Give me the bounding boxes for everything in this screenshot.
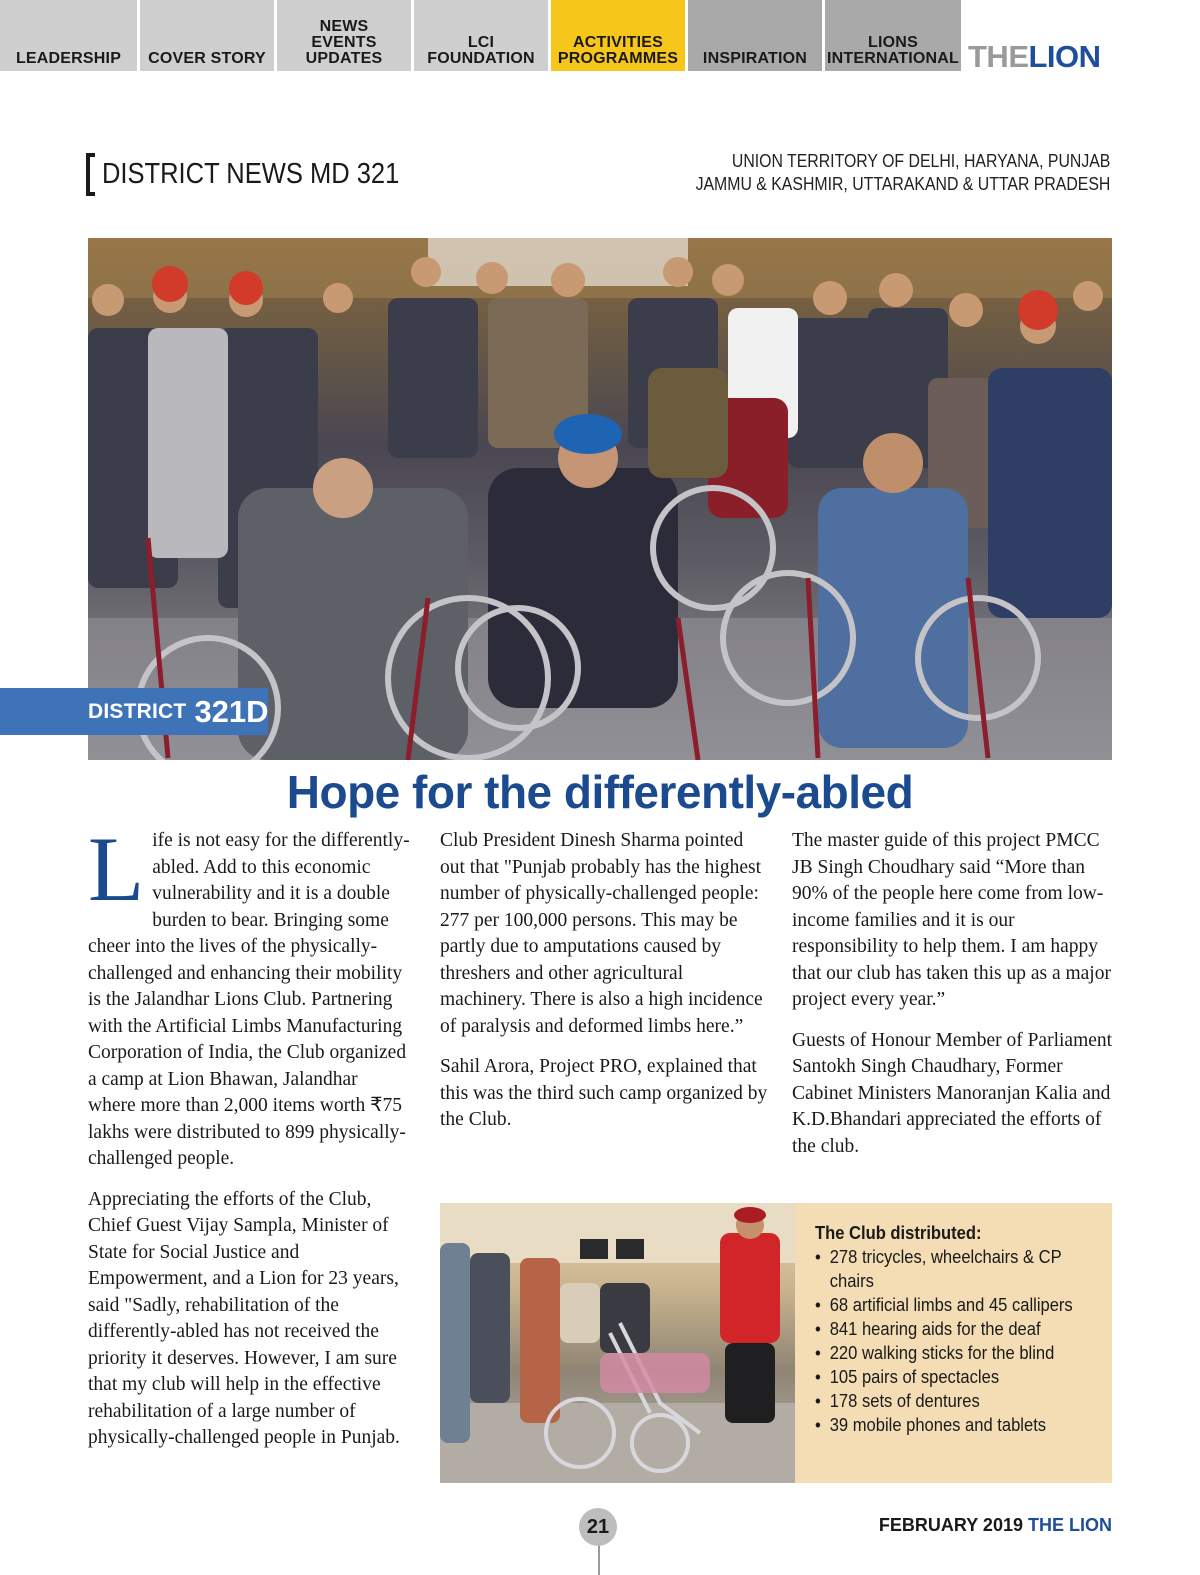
footer-issue [879, 1514, 1112, 1536]
tab-label: LIONS INTERNATIONAL [826, 34, 960, 67]
page-number: 21 [579, 1508, 617, 1546]
hero-photo [88, 238, 1112, 760]
tab-label: NEWS EVENTS UPDATES [305, 18, 383, 67]
camp-photo [440, 1203, 795, 1483]
district-number: 321D [194, 693, 269, 729]
list-item: • 841 hearing aids for the deaf [815, 1317, 1098, 1341]
tab-leadership[interactable] [0, 0, 137, 71]
col3-paragraph-1: The master guide of this project PMCC JB Singh Choudhary said “More than 90% of the people here come from low-income families and it is our responsibility to help them. I am happy that our club has taken this up as a major project every year.” [792, 830, 1111, 1010]
tab-inspiration[interactable] [688, 0, 822, 71]
district-badge [0, 688, 268, 735]
list-item: • 105 pairs of spectacles [815, 1365, 1098, 1389]
tab-cover-story[interactable] [140, 0, 274, 71]
list-item: • 68 artificial limbs and 45 callipers [815, 1293, 1098, 1317]
article-column-1 [88, 818, 410, 1466]
tab-lci-foundation[interactable] [414, 0, 548, 71]
tab-label: COVER STORY [148, 50, 266, 67]
list-item: • 278 tricycles, wheelchairs & CP chairs [815, 1245, 1098, 1293]
col1-paragraph-1-text: ife is not easy for the differently-abled. Add to this economic vulnerability and it is a double burden to bear. Bringing some cheer into the lives of the physically-challenged and enhancing their mobility is the Jalandhar Lions Club. Partnering with the Artificial Limbs Manufacturing Corporation of India, the Club organized a camp at Lion Bhawan, Jalandhar where more than 2,000 items worth ₹75 lakhs were distributed to 899 physically-challenged people. [88, 830, 410, 1169]
tab-lions-international[interactable] [825, 0, 961, 71]
region-line-2: JAMMU & KASHMIR, UTTARAKAND & UTTAR PRADESH [695, 174, 1110, 194]
top-navigation [0, 0, 965, 71]
logo-the: THE [968, 39, 1029, 74]
footer-brand: THE LION [1028, 1515, 1112, 1535]
tab-label: INSPIRATION [702, 50, 808, 67]
tab-label: LCI FOUNDATION [427, 34, 535, 67]
section-title: DISTRICT NEWS MD 321 [102, 158, 400, 190]
camp-photo-illustration [440, 1203, 795, 1483]
tab-label: LEADERSHIP [15, 50, 122, 67]
article-headline: Hope for the differently-abled [286, 766, 914, 818]
district-label: DISTRICT [88, 699, 187, 723]
drop-cap: L [88, 818, 145, 920]
tab-activities-programmes[interactable] [551, 0, 685, 71]
region-line-1: UNION TERRITORY OF DELHI, HARYANA, PUNJAB [731, 151, 1110, 171]
section-bracket [86, 153, 95, 196]
list-item: • 39 mobile phones and tablets [815, 1413, 1098, 1437]
magazine-logo [968, 40, 1101, 74]
hero-photo-illustration [88, 238, 1112, 760]
col1-paragraph-1 [88, 818, 410, 1173]
article-column-3 [792, 828, 1114, 1174]
distributed-list [815, 1245, 1098, 1437]
distributed-title: The Club distributed: [815, 1223, 982, 1243]
col3-paragraph-2: Guests of Honour Member of Parliament Santokh Singh Chaudhary, Former Cabinet Ministers Manoranjan Kalia and K.D.Bhandari appreciated the efforts of the club. [792, 1029, 1113, 1157]
col2-paragraph-2: Sahil Arora, Project PRO, explained that this was the third such camp organized by the Club. [440, 1056, 768, 1130]
col1-paragraph-2: Appreciating the efforts of the Club, Chief Guest Vijay Sampla, Minister of State for Social Justice and Empowerment, and a Lion for 23 years, said "Sadly, rehabilitation of the differently-abled has not received the priority it deserves. However, I am sure that my club will help in the effective rehabilitation of a large number of physically-challenged people in Punjab. [88, 1188, 400, 1448]
col2-paragraph-1: Club President Dinesh Sharma pointed out that "Punjab probably has the highest number of physically-challenged people: 277 per 100,000 persons. This may be partly due to amputations caused by threshers and other agricultural machinery. There is also a high incidence of paralysis and deformed limbs here.” [440, 830, 763, 1037]
issue-date: FEBRUARY 2019 [878, 1515, 1023, 1535]
article-column-2 [440, 828, 770, 1148]
list-item: • 220 walking sticks for the blind [815, 1341, 1098, 1365]
tab-label: ACTIVITIES PROGRAMMES [557, 34, 679, 67]
tab-news-events-updates[interactable] [277, 0, 411, 71]
list-item: • 178 sets of dentures [815, 1389, 1098, 1413]
page-divider-line [598, 1545, 600, 1575]
region-text [695, 150, 1110, 196]
logo-lion: LION [1028, 39, 1101, 74]
distributed-items-box [795, 1203, 1112, 1483]
